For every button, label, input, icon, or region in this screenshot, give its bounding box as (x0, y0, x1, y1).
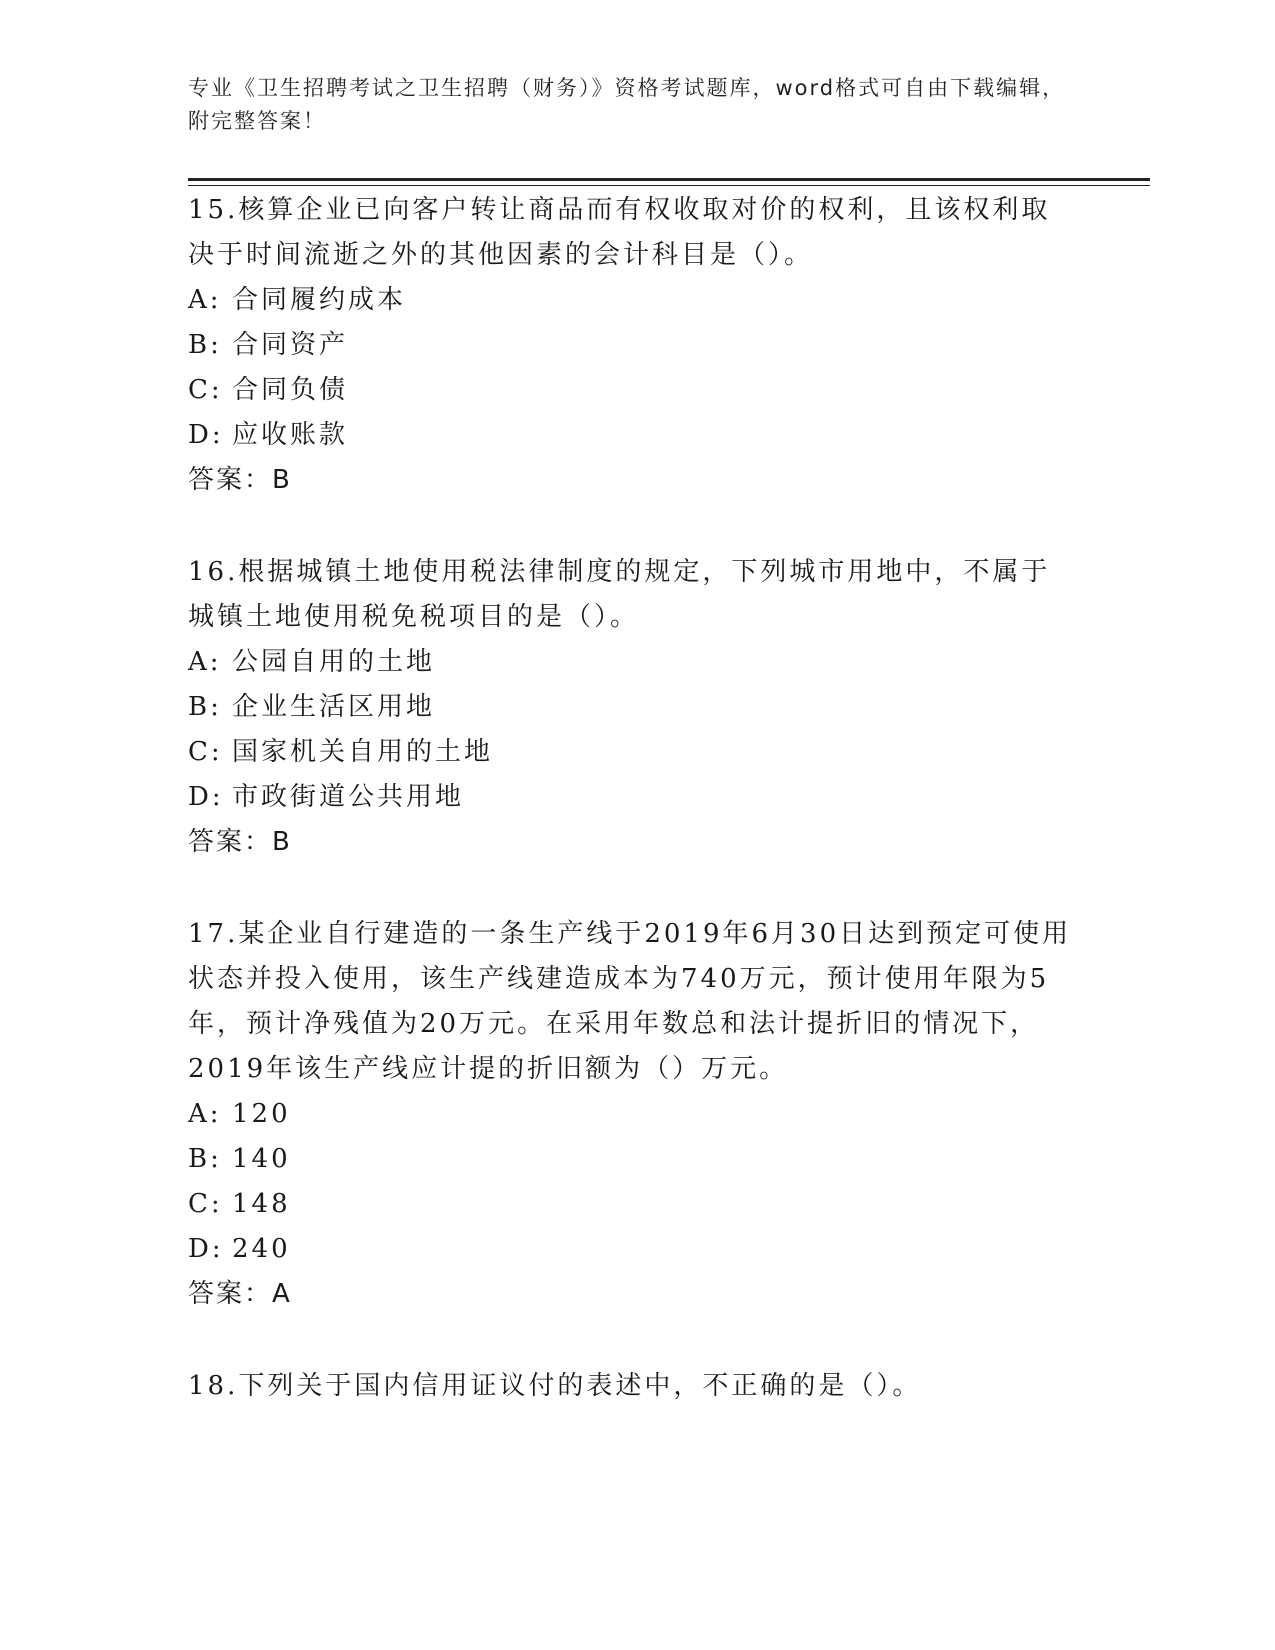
question-stem: 18.下列关于国内信用证议付的表述中，不正确的是（）。 (188, 1371, 922, 1401)
option-letter: C: (188, 737, 223, 767)
question-18 (188, 1364, 1078, 1409)
question-stem: 16.根据城镇土地使用税法律制度的规定，下列城市用地中，不属于城镇土地使用税免税项目的是（）。 (188, 557, 1051, 632)
option-letter: B: (188, 1144, 222, 1174)
option-a (188, 278, 1078, 323)
answer-line: 答案：B (188, 827, 292, 857)
option-letter: D: (188, 420, 224, 450)
option-letter: C: (188, 1189, 223, 1219)
option-text: 120 (232, 1099, 291, 1129)
option-d (188, 413, 1078, 458)
question-15 (188, 188, 1078, 503)
option-b (188, 685, 1078, 730)
answer-line: 答案：A (188, 1279, 292, 1309)
option-d (188, 1227, 1078, 1272)
option-c (188, 1182, 1078, 1227)
option-letter: A: (188, 1099, 222, 1129)
document-header: 专业《卫生招聘考试之卫生招聘（财务）》资格考试题库，word格式可自由下载编辑，附完整答案！ (188, 76, 1066, 133)
option-letter: A: (188, 647, 222, 677)
option-letter: C: (188, 375, 223, 405)
option-text: 公园自用的土地 (232, 647, 436, 677)
option-letter: D: (188, 1234, 224, 1264)
option-text: 企业生活区用地 (232, 692, 436, 722)
option-text: 合同履约成本 (232, 285, 407, 315)
question-stem: 15.核算企业已向客户转让商品而有权收取对价的权利，且该权利取决于时间流逝之外的其他因素的会计科目是（）。 (188, 195, 1051, 270)
option-text: 148 (232, 1189, 291, 1219)
option-a (188, 640, 1078, 685)
option-c (188, 368, 1078, 413)
question-16 (188, 550, 1078, 865)
question-17 (188, 912, 1078, 1317)
option-text: 240 (232, 1234, 291, 1264)
header-divider-thick (188, 178, 1150, 181)
option-text: 140 (232, 1144, 291, 1174)
answer-line: 答案：B (188, 465, 292, 495)
option-c (188, 730, 1078, 775)
option-text: 应收账款 (232, 420, 349, 450)
option-letter: B: (188, 330, 222, 360)
option-text: 合同负债 (232, 375, 349, 405)
option-letter: D: (188, 782, 224, 812)
header-divider-thin (188, 185, 1150, 186)
option-d (188, 775, 1078, 820)
option-b (188, 323, 1078, 368)
question-stem: 17.某企业自行建造的一条生产线于2019年6月30日达到预定可使用状态并投入使用，该生产线建造成本为740万元，预计使用年限为5年，预计净残值为20万元。在采用年数总和法计提折旧的情况下，2019年该生产线应计提的折旧额为（）万元。 (188, 919, 1072, 1084)
option-letter: B: (188, 692, 222, 722)
option-text: 市政街道公共用地 (232, 782, 465, 812)
option-b (188, 1137, 1078, 1182)
option-text: 国家机关自用的土地 (232, 737, 494, 767)
option-text: 合同资产 (232, 330, 349, 360)
option-a (188, 1092, 1078, 1137)
option-letter: A: (188, 285, 222, 315)
